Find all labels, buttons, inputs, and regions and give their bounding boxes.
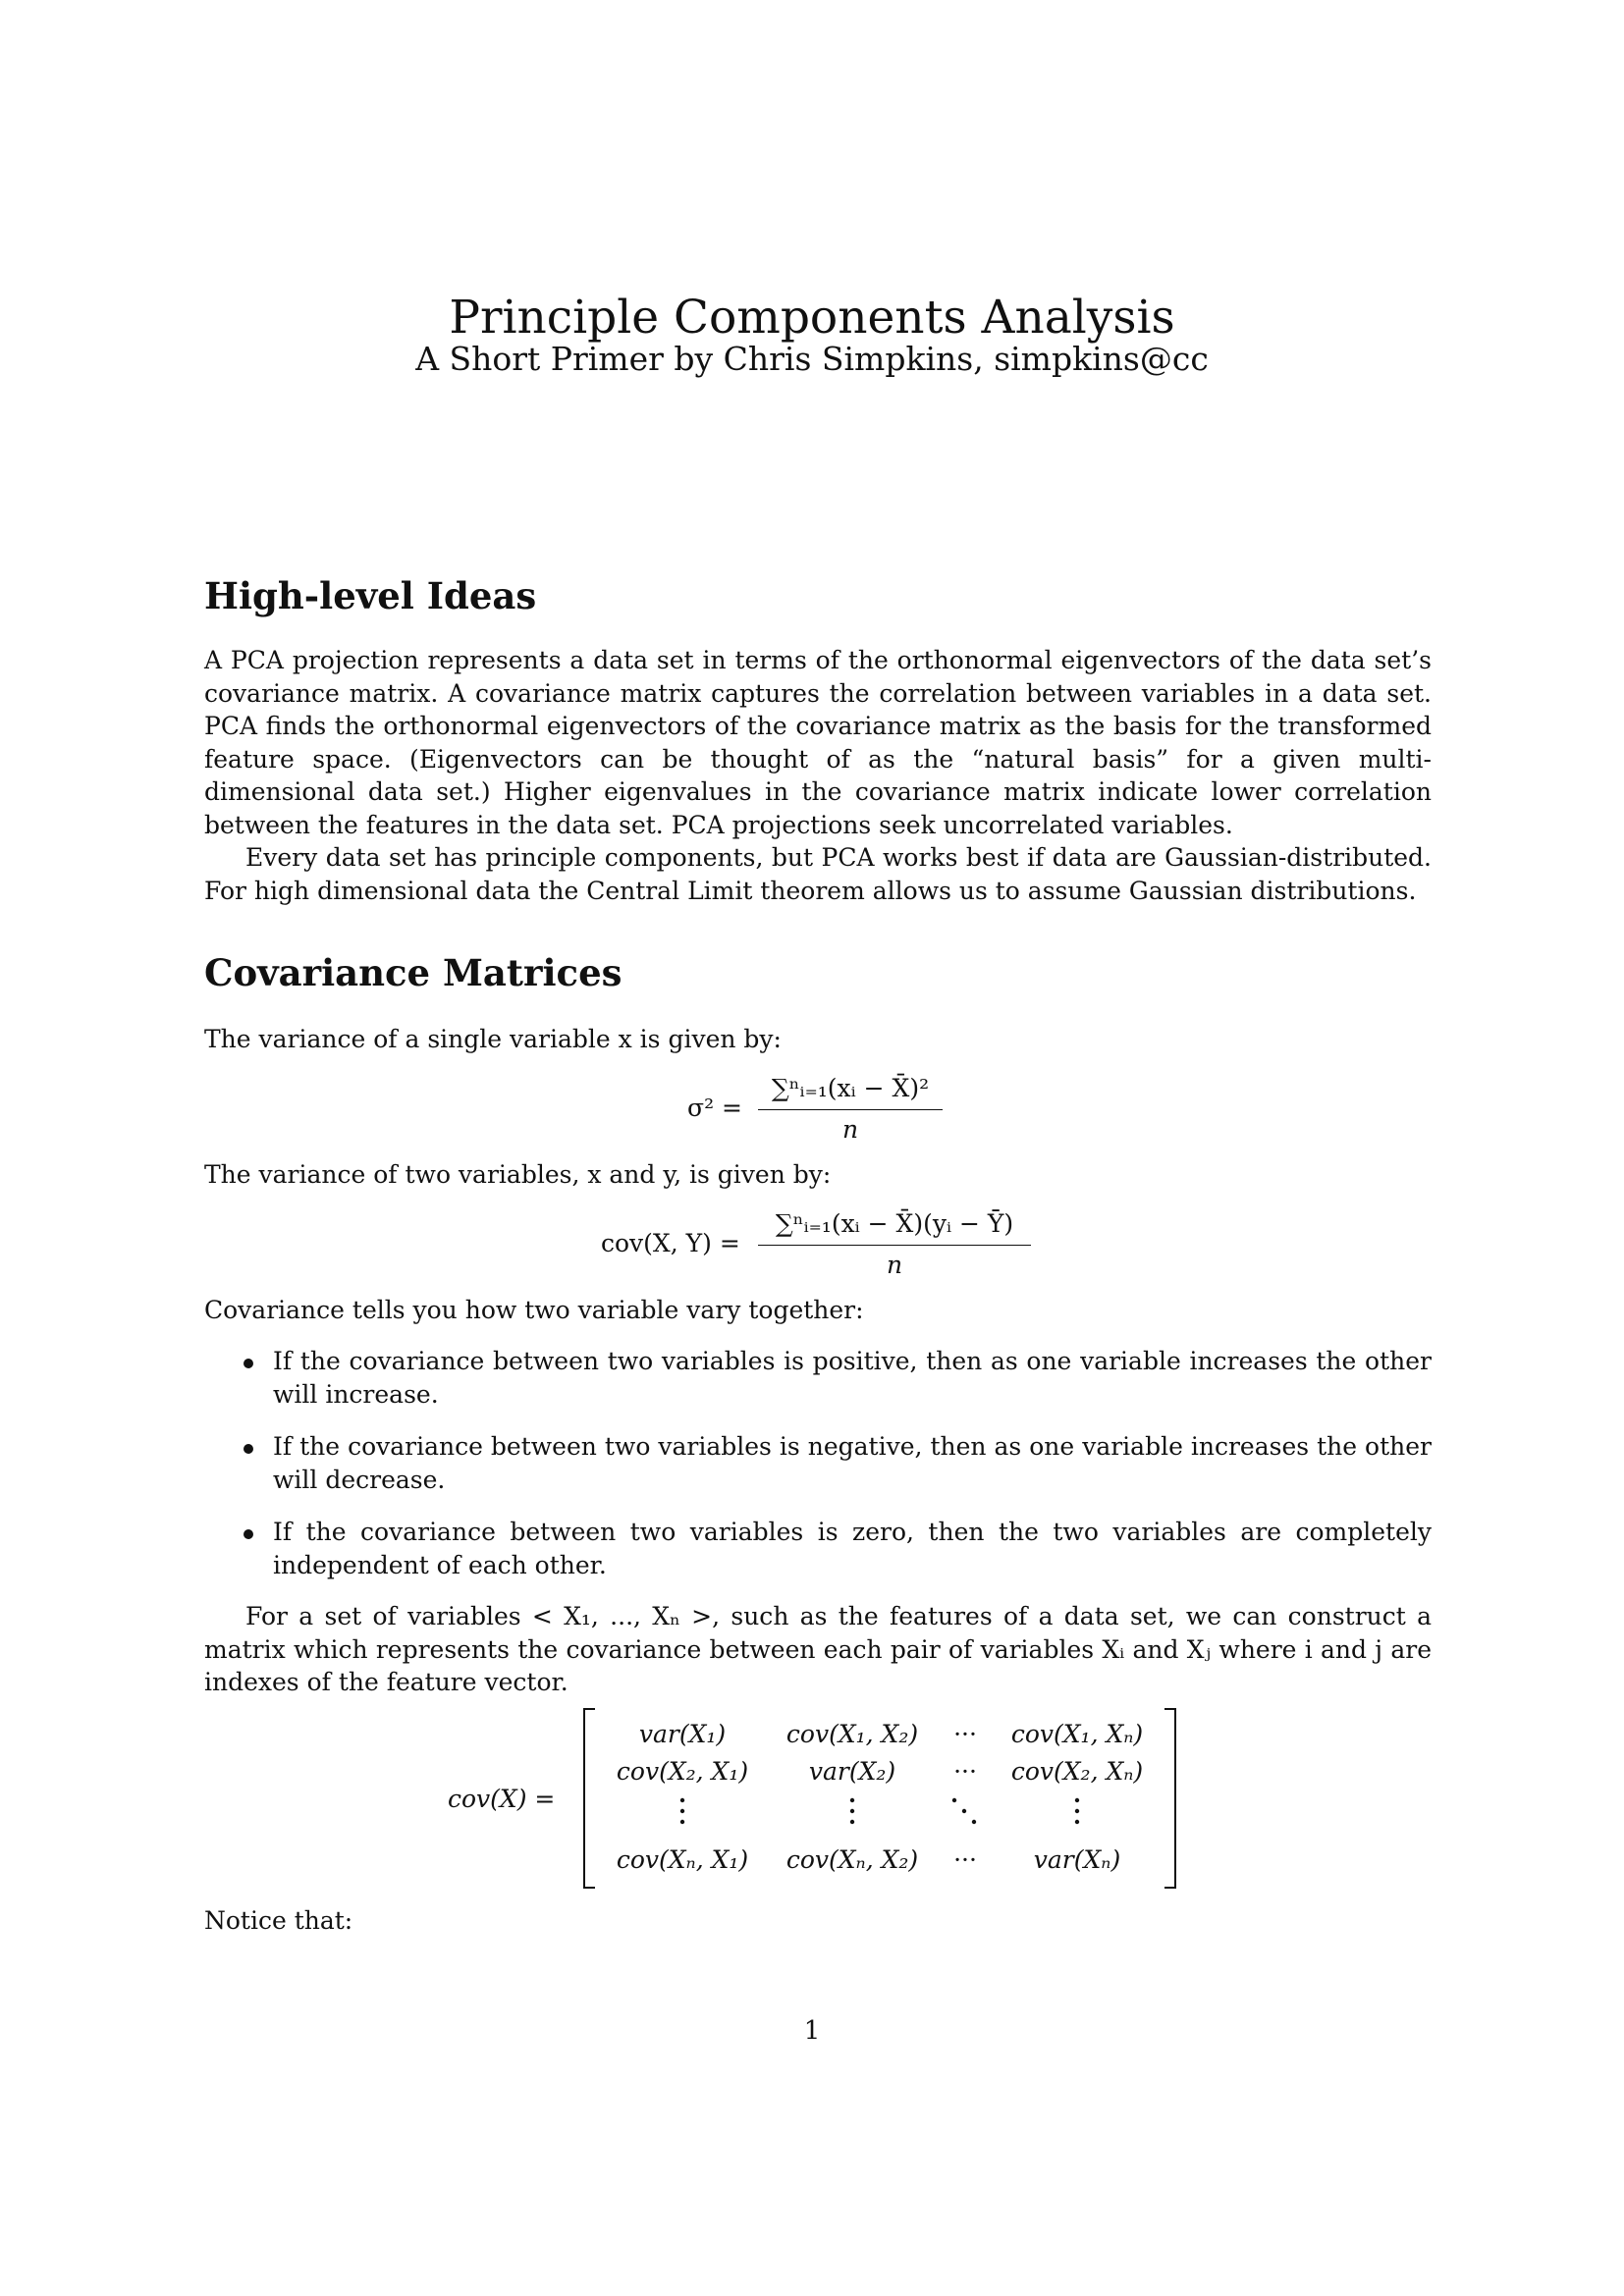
matrix-intro: For a set of variables < X₁, ..., Xₙ >, such as the features of a data set, we can construct a matrix which represents the covariance between each pair of variables Xᵢ and Xⱼ where i and j are indexes of the feature vector.	[204, 1602, 1432, 1696]
page-number: 1	[803, 2016, 821, 2046]
matrix-cell: cov(Xₙ, X₂)	[785, 1845, 919, 1874]
matrix-cell: var(Xₙ)	[1033, 1845, 1121, 1874]
list-item: If the covariance between two variables is positive, then as one variable increases the other will increase.	[273, 1347, 1432, 1409]
matrix-cell: var(X₁)	[638, 1720, 727, 1748]
matrix-lhs: cov(X) =	[448, 1785, 556, 1813]
section-heading-covariance-matrices: Covariance Matrices	[204, 951, 623, 994]
matrix-cell: var(X₂)	[808, 1757, 896, 1786]
covariance-formula-lhs: cov(X, Y) =	[601, 1229, 740, 1257]
bullet-dot	[244, 1444, 253, 1454]
bullet-dot	[244, 1359, 253, 1368]
matrix-cell: cov(X₁, X₂)	[785, 1720, 919, 1748]
variance-intro: The variance of a single variable x is given by:	[204, 1025, 782, 1053]
notice-text: Notice that:	[204, 1906, 353, 1935]
matrix-cell: cov(X₂, X₁)	[616, 1757, 749, 1786]
section-heading-high-level-ideas: High-level Ideas	[204, 574, 537, 617]
paragraph: A PCA projection represents a data set in terms of the orthonormal eigenvectors of the data set’s covariance matrix. A covariance matrix captures the correlation between variables in a data set. PCA finds the orthonormal eigenvectors of the covariance matrix as the basis for the transformed feature space. (Eigenvectors can be thought of as the “natural basis” for a given multi-dimensional data set.) Higher eigenvalues in the covariance matrix indicate lower correlation between the features in the data set. PCA projections seek uncorrelated variables.	[204, 646, 1432, 839]
covariance-intro: The variance of two variables, x and y, is given by:	[204, 1160, 832, 1189]
matrix-cell-hdots: ···	[953, 1845, 977, 1874]
paragraph: Every data set has principle components, but PCA works best if data are Gaussian-distributed. For high dimensional data the Central Limit theorem allows us to assume Gaussian distributions.	[204, 843, 1432, 905]
matrix-cell: cov(Xₙ, X₁)	[616, 1845, 749, 1874]
section-body-high-level-ideas	[204, 644, 1432, 907]
fraction-bar	[758, 1245, 1031, 1246]
fraction-bar	[758, 1109, 943, 1110]
matrix-left-bracket	[583, 1708, 595, 1889]
variance-formula-lhs: σ² =	[687, 1094, 742, 1122]
matrix-cell: cov(X₂, Xₙ)	[1010, 1757, 1144, 1786]
covariance-formula-numerator: ∑ⁿᵢ₌₁(xᵢ − X̄)(yᵢ − Ȳ)	[775, 1209, 1014, 1238]
document-title: Principle Components Analysis	[449, 291, 1175, 345]
matrix-cell-hdots: ···	[953, 1757, 977, 1786]
document-subtitle: A Short Primer by Chris Simpkins, simpkins@cc	[415, 340, 1209, 378]
matrix-cell-hdots: ···	[953, 1720, 977, 1748]
covariance-formula-denominator: n	[886, 1251, 903, 1279]
list-item: If the covariance between two variables is zero, then the two variables are completely independent of each other.	[273, 1518, 1432, 1579]
covariance-tells: Covariance tells you how two variable vary together:	[204, 1296, 864, 1324]
bullet-dot	[244, 1529, 253, 1539]
list-item: If the covariance between two variables is negative, then as one variable increases the other will decrease.	[273, 1432, 1432, 1494]
variance-formula-denominator: n	[841, 1115, 859, 1144]
matrix-dots-row	[599, 1794, 1168, 1840]
matrix-cell: cov(X₁, Xₙ)	[1010, 1720, 1144, 1748]
variance-formula-numerator: ∑ⁿᵢ₌₁(xᵢ − X̄)²	[771, 1074, 930, 1102]
